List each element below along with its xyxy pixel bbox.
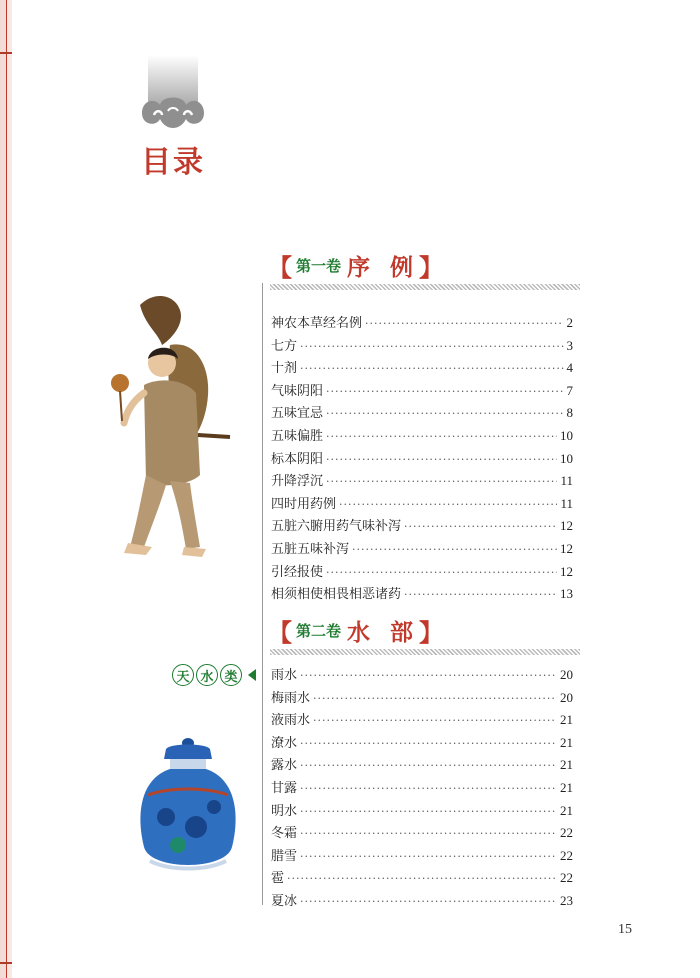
herbalist-figure-illustration xyxy=(100,285,240,565)
open-bracket: 【 xyxy=(268,617,292,647)
toc-entry-title: 雨水 xyxy=(271,668,298,683)
left-border-tick xyxy=(0,962,12,964)
dot-leader xyxy=(300,665,557,688)
section-heading-volume-1 xyxy=(268,250,443,280)
toc-entry-page: 23 xyxy=(560,892,573,908)
dot-leader xyxy=(326,471,557,494)
toc-list-volume-2 xyxy=(271,664,573,913)
toc-entry[interactable] xyxy=(271,867,573,890)
dot-leader xyxy=(300,823,557,846)
page-title: 目录 xyxy=(141,145,205,180)
dot-leader xyxy=(287,868,557,891)
dot-leader xyxy=(300,778,557,801)
dot-leader xyxy=(326,403,563,426)
dot-leader xyxy=(313,688,557,711)
volume-label: 第一卷 xyxy=(296,256,342,275)
volume-label: 第二卷 xyxy=(296,621,342,640)
toc-entry-title: 雹 xyxy=(271,871,285,887)
toc-entry[interactable] xyxy=(271,538,573,561)
vertical-divider xyxy=(262,283,263,905)
dot-leader xyxy=(326,562,557,585)
dot-leader xyxy=(300,336,563,359)
category-tag-tian-shui-lei xyxy=(172,664,256,686)
toc-entry[interactable] xyxy=(271,890,573,913)
left-border-tick xyxy=(0,52,12,54)
toc-entry-page: 21 xyxy=(560,757,573,773)
toc-entry-page: 21 xyxy=(560,779,573,795)
toc-entry[interactable] xyxy=(271,664,573,687)
dot-leader xyxy=(404,584,557,607)
dot-leader xyxy=(300,755,557,778)
dot-leader xyxy=(300,801,557,824)
section-rule xyxy=(270,649,580,655)
toc-entry[interactable] xyxy=(271,357,573,380)
dot-leader xyxy=(326,449,557,472)
toc-entry-page: 22 xyxy=(560,847,573,863)
toc-entry-title: 五味偏胜 xyxy=(271,428,324,444)
toc-entry-page: 21 xyxy=(560,734,573,750)
toc-entry-title: 神农本草经名例 xyxy=(271,316,363,331)
toc-entry-page: 4 xyxy=(566,360,573,376)
toc-entry[interactable] xyxy=(271,402,573,425)
toc-entry[interactable] xyxy=(271,448,573,471)
section-heading-volume-2 xyxy=(268,615,443,645)
toc-entry-page: 22 xyxy=(560,825,573,841)
toc-entry-title: 露水 xyxy=(271,758,298,774)
section-name: 序 例 xyxy=(347,253,420,281)
cloud-scroll-icon xyxy=(140,55,206,135)
porcelain-jar-illustration xyxy=(130,735,240,885)
close-bracket: 】 xyxy=(419,617,444,647)
toc-entry-page: 10 xyxy=(560,450,573,466)
toc-entry-page: 12 xyxy=(560,563,573,579)
toc-entry[interactable] xyxy=(271,687,573,710)
toc-entry-title: 潦水 xyxy=(271,735,298,751)
dot-leader xyxy=(300,891,557,914)
dot-leader xyxy=(300,733,557,756)
dot-leader xyxy=(313,710,557,733)
toc-entry[interactable] xyxy=(271,822,573,845)
dot-leader xyxy=(365,313,563,336)
category-char: 天 xyxy=(172,664,194,686)
section-rule xyxy=(270,284,580,290)
toc-entry[interactable] xyxy=(271,732,573,755)
toc-entry-page: 11 xyxy=(560,495,573,511)
toc-entry-title: 夏冰 xyxy=(271,893,298,909)
toc-entry-title: 升降浮沉 xyxy=(271,474,324,490)
toc-entry-page: 13 xyxy=(560,586,573,602)
dot-leader xyxy=(352,539,557,562)
toc-entry[interactable] xyxy=(271,425,573,448)
toc-entry[interactable] xyxy=(271,335,573,358)
toc-entry-title: 十剂 xyxy=(271,361,298,377)
toc-entry-title: 引经报使 xyxy=(271,564,324,580)
toc-entry-page: 7 xyxy=(566,382,573,398)
toc-entry[interactable] xyxy=(271,845,573,868)
toc-entry-page: 21 xyxy=(560,802,573,818)
toc-entry-title: 七方 xyxy=(271,338,298,354)
toc-entry-title: 气味阴阳 xyxy=(271,383,324,399)
page-number: 15 xyxy=(618,922,632,937)
toc-entry[interactable] xyxy=(271,583,573,606)
open-bracket: 【 xyxy=(268,252,292,282)
category-char: 水 xyxy=(196,664,218,686)
toc-entry-title: 五脏六腑用药气味补泻 xyxy=(271,519,402,535)
toc-entry[interactable] xyxy=(271,709,573,732)
section-name: 水 部 xyxy=(347,618,420,646)
toc-entry-title: 液雨水 xyxy=(271,713,311,729)
toc-entry[interactable] xyxy=(271,800,573,823)
toc-entry-page: 21 xyxy=(560,712,573,728)
toc-entry-page: 20 xyxy=(560,667,573,682)
toc-entry[interactable] xyxy=(271,777,573,800)
toc-entry-page: 10 xyxy=(560,427,573,443)
toc-entry-title: 腊雪 xyxy=(271,848,298,864)
toc-entry-title: 相须相使相畏相恶诸药 xyxy=(271,587,402,603)
toc-entry-title: 冬霜 xyxy=(271,826,298,842)
toc-entry[interactable] xyxy=(271,493,573,516)
toc-entry-title: 甘露 xyxy=(271,780,298,796)
toc-entry[interactable] xyxy=(271,515,573,538)
left-border-stripe xyxy=(0,0,12,978)
toc-entry-page: 20 xyxy=(560,689,573,705)
dot-leader xyxy=(326,381,563,404)
toc-entry-page: 12 xyxy=(560,518,573,534)
dot-leader xyxy=(404,516,557,539)
dot-leader xyxy=(339,494,557,517)
category-char: 类 xyxy=(220,664,242,686)
toc-entry-title: 明水 xyxy=(271,803,298,819)
left-triangle-icon xyxy=(248,669,256,681)
toc-entry-title: 标本阴阳 xyxy=(271,451,324,467)
dot-leader xyxy=(300,846,557,869)
toc-entry-page: 11 xyxy=(560,473,573,489)
toc-entry-title: 五味宜忌 xyxy=(271,406,324,422)
dot-leader xyxy=(300,358,563,381)
toc-entry-page: 2 xyxy=(566,315,573,330)
toc-entry[interactable] xyxy=(271,470,573,493)
toc-entry-page: 3 xyxy=(566,337,573,353)
toc-entry-page: 8 xyxy=(566,405,573,421)
toc-entry-page: 22 xyxy=(560,870,573,886)
dot-leader xyxy=(326,426,557,449)
toc-entry-title: 梅雨水 xyxy=(271,690,311,706)
toc-entry[interactable] xyxy=(271,754,573,777)
toc-list-volume-1 xyxy=(271,312,573,606)
toc-entry[interactable] xyxy=(271,380,573,403)
toc-entry-title: 五脏五味补泻 xyxy=(271,541,350,557)
close-bracket: 】 xyxy=(419,252,444,282)
toc-entry-page: 12 xyxy=(560,540,573,556)
toc-entry[interactable] xyxy=(271,312,573,335)
toc-entry-title: 四时用药例 xyxy=(271,496,337,512)
toc-entry[interactable] xyxy=(271,561,573,584)
